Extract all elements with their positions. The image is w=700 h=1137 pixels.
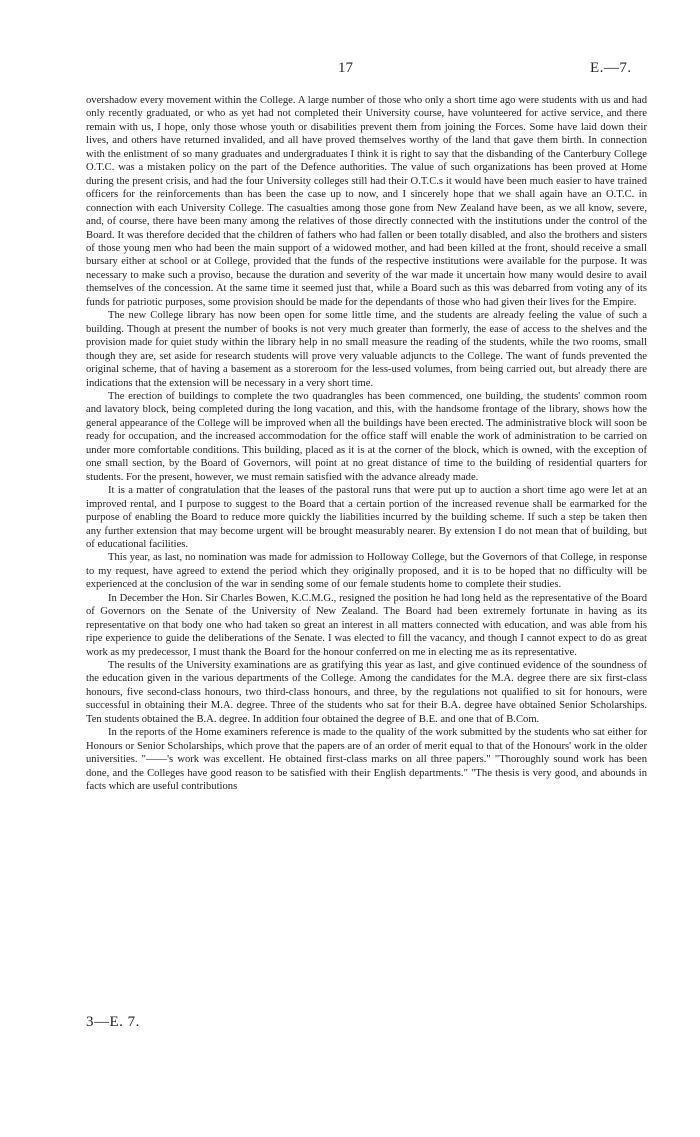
paragraph: The erection of buildings to complete the two quadrangles has been commenced, one building, the students' common room and lavatory block, being completed during the long vacation, and this, with the handsome frontage of the library, shows how the general appearance of the College will be improved when all the buildings have been erected. The administrative block will soon be ready for occupation, and the increased accommodation for the office staff will enable the work of administration to be carried on under more comfortable conditions. This building, placed as it is at the corner of the block, which is owned, with the exception of one small section, by the Board of Governors, will point at no great distance of time to the building of residential quarters for students. For the present, however, we must remain satisfied with the advance already made. xyxy=(86,390,647,483)
paragraph: This year, as last, no nomination was made for admission to Holloway College, but the Governors of that College, in response to my request, have agreed to extend the period which they originally proposed, and it is to be hoped that no difficulty will be experienced at the conclusion of the war in sending some of our female students home to complete their studies. xyxy=(86,552,647,591)
report-code: E.—7. xyxy=(590,60,632,76)
signature-mark: 3—E. 7. xyxy=(86,1014,140,1030)
paragraph: The results of the University examinations are as gratifying this year as last, and give continued evidence of the soundness of the education given in the various departments of the College. Among the candidates for the M.A. degree there are six first-class honours, five second-class honours, two third-class honours, and three, by the regulations not qualified to sit for honours, were successful in obtaining their M.A. degree. Three of the students who sat for their B.A. degree have obtained Senior Scholarships. Ten students obtained the B.A. degree. In addition four obtained the degree of B.E. and one that of B.Com. xyxy=(86,660,647,725)
body-text xyxy=(86,94,647,794)
paragraph: In the reports of the Home examiners reference is made to the quality of the work submitted by the students who sat either for Honours or Senior Scholarships, which prove that the papers are of an order of merit equal to that of the Honours' work in the older universities. "——'s work was excellent. He obtained first-class marks on all three papers." "Thoroughly sound work has been done, and the Colleges have good reason to be satisfied with their English departments." "The thesis is very good, and abounds in facts which are useful contributions xyxy=(86,727,647,793)
paragraph: overshadow every movement within the College. A large number of those who only a short time ago were students with us and had only recently graduated, or who as yet had not completed their University course, have volunteered for active service, and there remain with us, I hope, only those whose youth or disabilities prevent them from joining the Forces. Some have laid down their lives, and others have returned invalided, and all have proved themselves worthy of the land that gave them birth. In connection with the enlistment of so many graduates and undergraduates I think it is right to say that the disbanding of the Canterbury College O.T.C. was a mistaken policy on the part of the Defence authorities. The value of such organizations has been proved at Home during the present crisis, and had the four University colleges still had their O.T.C.s it would have been much easier to have trained officers for the reinforcements than has been the case up to now, and I sincerely hope that we shall again have an O.T.C. in connection with each University College. The casualties among those gone from New Zealand have been, as we all know, severe, and, of course, there have been many among the relatives of those directly connected with the institutions under the control of the Board. It was therefore decided that the children of fathers who had fallen or been totally disabled, and also the brothers and sisters of those young men who had been the main support of a widowed mother, and had been killed at the front, should receive a small bursary either at school or at College, provided that the funds of the respective institutions were available for the purpose. It was necessary to make such a proviso, because the duration and severity of the war made it uncertain how many would desire to avail themselves of the concession. At the same time it seemed just that, while a Board such as this was debarred from voting any of its funds for patriotic purposes, some provision should be made for the dependants of those who had given their lives for the Empire. xyxy=(86,95,647,308)
paragraph: It is a matter of congratulation that the leases of the pastoral runs that were put up to auction a short time ago were let at an improved rental, and I purpose to suggest to the Board that a certain portion of the increased revenue shall be earmarked for the purpose of enabling the Board to reduce more quickly the liabilities incurred by the building scheme. If such a step be taken then any further extension that may become urgent will be brought measurably nearer. By extension I do not mean that of building, but of educational facilities. xyxy=(86,485,647,550)
paragraph: The new College library has now been open for some little time, and the students are already feeling the value of such a building. Though at present the number of books is not very much greater than formerly, the ease of access to the shelves and the provision made for quiet study within the library help in no small measure the reading of the students, while the two rooms, small though they are, set aside for research students will prove very valuable adjuncts to the College. The want of funds prevented the original scheme, that of having a basement as a storeroom for the less-used volumes, from being carried out, but already there are indications that the extension will be necessary in a very short time. xyxy=(86,310,647,389)
paragraph: In December the Hon. Sir Charles Bowen, K.C.M.G., resigned the position he had long held as the representative of the Board of Governors on the Senate of the University of New Zealand. The Board had been extremely fortunate in having as its representative on that body one who had taken so great an interest in all matters connected with education, and was able from his ripe experience to guide the deliberations of the Senate. I was elected to fill the vacancy, and though I cannot expect to do as great work as my predecessor, I must thank the Board for the honour conferred on me in electing me as its representative. xyxy=(86,592,647,658)
page-header xyxy=(0,60,700,82)
page-number: 17 xyxy=(338,60,353,76)
